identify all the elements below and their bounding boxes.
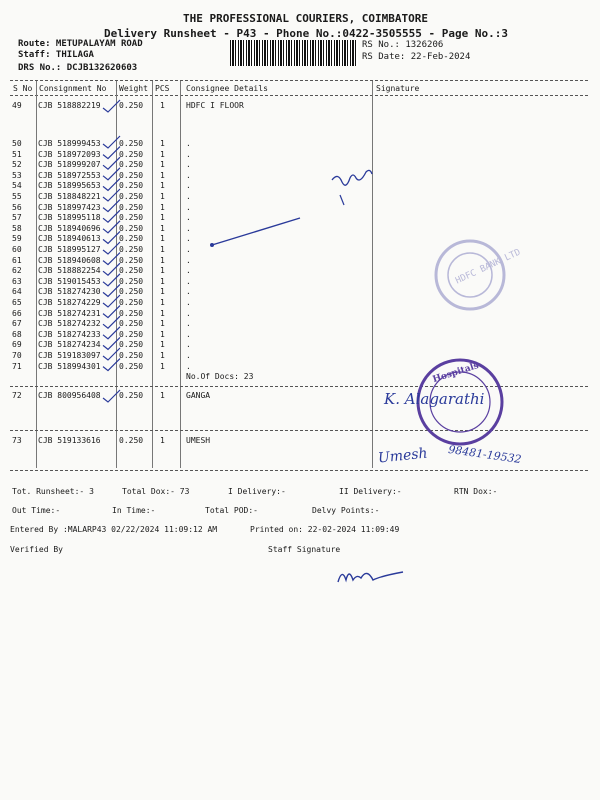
tick-mark: [103, 327, 120, 339]
cell-sno: 55: [12, 192, 22, 201]
cell-sno: 59: [12, 234, 22, 244]
tick-mark: [103, 316, 120, 328]
cell-consignee: .: [186, 139, 191, 148]
cell-consignee: .: [186, 308, 191, 318]
cell-pcs: 1: [160, 149, 165, 159]
cell-consignment: CJB 518940613: [38, 234, 101, 244]
cell-consignee: .: [186, 234, 191, 244]
cell-pcs: 1: [160, 181, 165, 191]
row73-handwritten-phone: 98481-19532: [447, 442, 523, 467]
tick-mark: [103, 178, 120, 190]
cell-consignment: CJB 518997423: [38, 202, 101, 212]
cell-weight: 0.250: [119, 351, 144, 360]
cell-consignment: CJB 518999453: [38, 139, 101, 148]
cell-weight: 0.250: [119, 149, 144, 159]
tick-mark: [103, 348, 120, 360]
cell-weight: 0.250: [119, 255, 144, 265]
cell-sno: 51: [12, 149, 22, 159]
cell-consignment: CJB 518999207: [38, 160, 101, 170]
cell-sno: 54: [12, 181, 22, 191]
cell-consignee: .: [186, 351, 191, 360]
cell-consignment: CJB 518274230: [38, 287, 101, 297]
entered-by: Entered By :MALARP43 02/22/2024 11:09:12 AM: [10, 525, 218, 534]
cell-sno: 58: [12, 223, 22, 233]
cell-weight: 0.250: [119, 329, 144, 339]
cell-weight: 0.250: [119, 245, 144, 254]
cell-sno: 65: [12, 298, 22, 307]
cell-pcs: 1: [160, 202, 165, 212]
cell-pcs: 1: [160, 255, 165, 265]
cell-weight: 0.250: [119, 391, 144, 400]
cell-pcs: 1: [160, 436, 165, 445]
col-signature: Signature: [376, 84, 420, 93]
cell-pcs: 1: [160, 192, 165, 201]
total-pod: Total POD:-: [205, 506, 258, 515]
cell-pcs: 1: [160, 308, 165, 318]
cell-pcs: 1: [160, 139, 165, 148]
tick-mark: [103, 189, 120, 201]
runsheet-title: Delivery Runsheet - P43 - Phone No.:0422-3505555 - Page No.:3: [104, 27, 508, 40]
cell-consignee: .: [186, 287, 191, 297]
cell-weight: 0.250: [119, 361, 144, 371]
staff-label: Staff: THILAGA: [18, 50, 94, 60]
cell-weight: 0.250: [119, 192, 144, 201]
cell-consignment: CJB 518940696: [38, 223, 101, 233]
i-delivery: I Delivery:-: [228, 487, 286, 496]
cell-consignee: .: [186, 298, 191, 307]
cell-consignee: .: [186, 255, 191, 265]
cell-weight: 0.250: [119, 101, 144, 110]
cell-consignment: CJB 518995653: [38, 181, 101, 191]
cell-weight: 0.250: [119, 319, 144, 329]
cell-consignment: CJB 519183097: [38, 351, 101, 360]
cell-consignee: .: [186, 266, 191, 276]
cell-pcs: 1: [160, 340, 165, 350]
cell-consignee: .: [186, 319, 191, 329]
verified-by: Verified By: [10, 545, 63, 554]
cell-sno: 61: [12, 255, 22, 265]
no-of-docs: No.Of Docs: 23: [186, 372, 254, 381]
cell-consignee: GANGA: [186, 391, 211, 400]
drs-number: DRS No.: DCJB132620603: [18, 63, 138, 73]
cell-weight: 0.250: [119, 170, 144, 180]
cell-consignment: CJB 518274229: [38, 298, 101, 307]
cell-weight: 0.250: [119, 223, 144, 233]
cell-weight: 0.250: [119, 234, 144, 244]
cell-sno: 69: [12, 340, 22, 350]
cell-weight: 0.250: [119, 181, 144, 191]
tick-mark: [103, 157, 120, 169]
cell-consignment: CJB 518274233: [38, 329, 101, 339]
cell-pcs: 1: [160, 223, 165, 233]
tick-mark: [103, 210, 120, 222]
cell-consignment: CJB 519015453: [38, 276, 101, 286]
cell-sno: 53: [12, 170, 22, 180]
staff-signature-label: Staff Signature: [268, 545, 341, 554]
cell-pcs: 1: [160, 329, 165, 339]
tick-mark: [103, 359, 120, 371]
cell-consignment: CJB 518995127: [38, 245, 101, 254]
cell-consignee: .: [186, 245, 191, 254]
tick-mark: [103, 253, 120, 265]
tick-mark: [103, 295, 120, 307]
cell-pcs: 1: [160, 234, 165, 244]
cell-consignee: .: [186, 223, 191, 233]
cell-consignee: .: [186, 202, 191, 212]
tick-mark: [103, 337, 120, 349]
cell-consignment: CJB 518972553: [38, 170, 101, 180]
cell-consignee: .: [186, 181, 191, 191]
cell-consignee: .: [186, 276, 191, 286]
row73-handwritten-name: Umesh: [377, 445, 429, 467]
col-sno: S No: [13, 84, 33, 93]
delvy-points: Delvy Points:-: [312, 506, 380, 515]
tick-mark: [103, 147, 120, 159]
cell-sno: 73: [12, 436, 22, 445]
hospital-stamp-text: Hospitals: [431, 360, 481, 386]
col-consignment: Consignment No: [39, 84, 107, 93]
row72-handwritten-sign: K. Alagarathi: [384, 390, 485, 408]
cell-sno: 71: [12, 361, 22, 371]
cell-consignee: .: [186, 361, 191, 371]
tot-runsheet: Tot. Runsheet:- 3: [12, 487, 94, 496]
col-pcs: PCS: [155, 84, 170, 93]
scribble-stroke: [340, 195, 344, 205]
cell-consignee: HDFC I FLOOR: [186, 101, 244, 110]
cell-sno: 66: [12, 308, 22, 318]
cell-consignee: .: [186, 340, 191, 350]
cell-sno: 70: [12, 351, 22, 360]
cell-weight: 0.250: [119, 340, 144, 350]
printed-on: Printed on: 22-02-2024 11:09:49: [250, 525, 400, 534]
pen-dot: [210, 243, 214, 247]
cell-sno: 68: [12, 329, 22, 339]
route-label: Route: METUPALAYAM ROAD: [18, 39, 143, 49]
cell-consignment: CJB 518995118: [38, 213, 101, 223]
cell-sno: 64: [12, 287, 22, 297]
rs-number: RS No.: 1326206: [362, 40, 444, 50]
pen-line: [212, 218, 300, 245]
cell-consignee: .: [186, 213, 191, 223]
tick-mark: [103, 274, 120, 286]
out-time: Out Time:-: [12, 506, 61, 515]
cell-pcs: 1: [160, 361, 165, 371]
staff-signature-ink: [338, 572, 403, 582]
scribble-signature: [332, 170, 372, 185]
cell-pcs: 1: [160, 266, 165, 276]
cell-weight: 0.250: [119, 276, 144, 286]
cell-pcs: 1: [160, 101, 165, 110]
cell-sno: 72: [12, 391, 22, 400]
rtn-dox: RTN Dox:-: [454, 487, 498, 496]
cell-consignment: CJB 518972093: [38, 149, 101, 159]
cell-consignment: CJB 518940608: [38, 255, 101, 265]
cell-sno: 67: [12, 319, 22, 329]
cell-pcs: 1: [160, 391, 165, 400]
cell-consignment: CJB 518848221: [38, 192, 101, 201]
cell-pcs: 1: [160, 276, 165, 286]
cell-consignment: CJB 518274232: [38, 319, 101, 329]
col-weight: Weight: [119, 84, 148, 93]
rs-date: RS Date: 22-Feb-2024: [362, 52, 471, 62]
cell-consignee: .: [186, 192, 191, 201]
cell-pcs: 1: [160, 319, 165, 329]
tick-mark: [103, 136, 120, 148]
cell-consignment: CJB 518274231: [38, 308, 101, 318]
in-time: In Time:-: [112, 506, 156, 515]
tick-marks: [103, 100, 120, 402]
cell-pcs: 1: [160, 160, 165, 170]
cell-sno: 62: [12, 266, 22, 276]
tick-mark: [103, 100, 120, 112]
cell-weight: 0.250: [119, 160, 144, 170]
tick-mark: [103, 306, 120, 318]
cell-consignment: CJB 519133616: [38, 436, 101, 445]
tick-mark: [103, 390, 120, 402]
cell-sno: 49: [12, 101, 22, 110]
cell-consignment: CJB 518882219: [38, 101, 101, 110]
cell-consignee: .: [186, 170, 191, 180]
tick-mark: [103, 284, 120, 296]
cell-consignee: .: [186, 149, 191, 159]
cell-sno: 63: [12, 276, 22, 286]
total-dox: Total Dox:- 73: [122, 487, 190, 496]
cell-pcs: 1: [160, 245, 165, 254]
cell-sno: 57: [12, 213, 22, 223]
cell-sno: 56: [12, 202, 22, 212]
bank-stamp-text: HDFC BANK LTD: [454, 247, 523, 287]
cell-weight: 0.250: [119, 287, 144, 297]
cell-pcs: 1: [160, 287, 165, 297]
tick-mark: [103, 200, 120, 212]
tick-mark: [103, 168, 120, 180]
cell-weight: 0.250: [119, 436, 144, 445]
cell-weight: 0.250: [119, 202, 144, 212]
cell-consignee: .: [186, 329, 191, 339]
cell-sno: 52: [12, 160, 22, 170]
cell-weight: 0.250: [119, 266, 144, 276]
cell-weight: 0.250: [119, 298, 144, 307]
cell-consignee: .: [186, 160, 191, 170]
cell-consignment: CJB 518274234: [38, 340, 101, 350]
cell-sno: 60: [12, 245, 22, 254]
cell-consignment: CJB 800956408: [38, 391, 101, 400]
tick-mark: [103, 231, 120, 243]
cell-consignment: CJB 518882254: [38, 266, 101, 276]
cell-consignment: CJB 518994301: [38, 361, 101, 371]
cell-pcs: 1: [160, 213, 165, 223]
cell-consignee: UMESH: [186, 436, 211, 445]
cell-pcs: 1: [160, 298, 165, 307]
ii-delivery: II Delivery:-: [339, 487, 402, 496]
tick-mark: [103, 263, 120, 275]
cell-weight: 0.250: [119, 308, 144, 318]
tick-mark: [103, 242, 120, 254]
cell-weight: 0.250: [119, 139, 144, 148]
col-consignee: Consignee Details: [186, 84, 268, 93]
cell-sno: 50: [12, 139, 22, 148]
company-title: THE PROFESSIONAL COURIERS, COIMBATORE: [183, 12, 429, 25]
tick-mark: [103, 221, 120, 233]
cell-weight: 0.250: [119, 213, 144, 223]
cell-pcs: 1: [160, 351, 165, 360]
cell-pcs: 1: [160, 170, 165, 180]
